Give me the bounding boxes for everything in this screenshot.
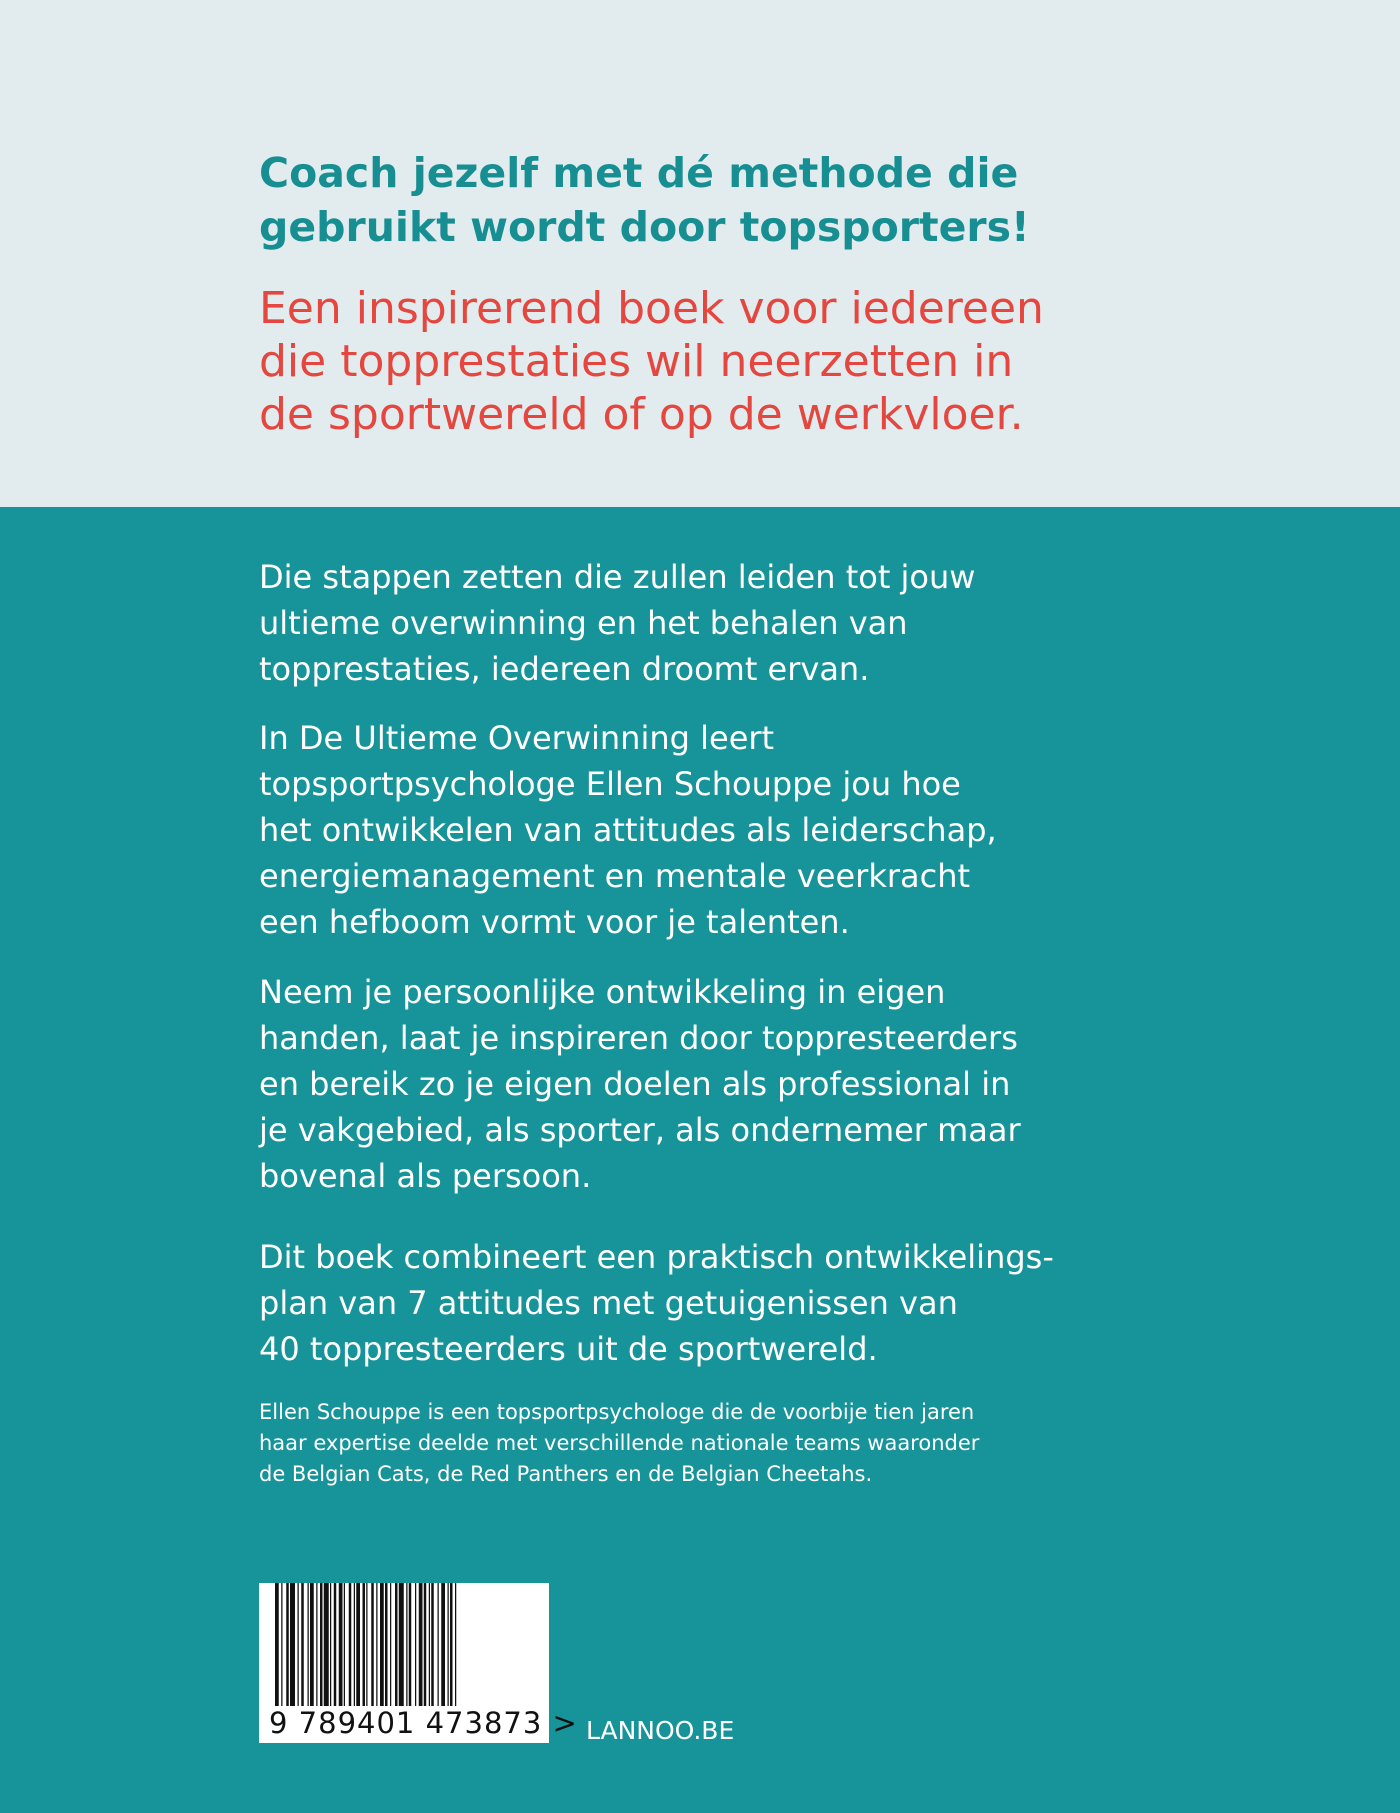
barcode-bar [390, 1583, 391, 1706]
paragraph-line: handen, laat je inspireren door toppresteerders [259, 1019, 1018, 1057]
barcode-bar [354, 1583, 355, 1706]
paragraph-line: energiemanagement en mentale veerkracht [259, 857, 971, 895]
barcode-bar [290, 1583, 295, 1706]
barcode-bar [409, 1583, 412, 1706]
barcode-bar [371, 1583, 374, 1706]
barcode-bar [380, 1583, 384, 1706]
paragraph-line: topsportpsychologe Ellen Schouppe jou hoe [259, 765, 961, 803]
paragraph-line: In De Ultieme Overwinning leert [259, 719, 775, 757]
tagline [259, 282, 1319, 441]
barcode-bar [324, 1583, 329, 1706]
barcode-bar [339, 1583, 343, 1706]
barcode-bar [395, 1583, 398, 1706]
barcode-bar [431, 1583, 434, 1706]
description-paragraph [259, 715, 1359, 945]
isbn-barcode [259, 1583, 578, 1743]
headline-line: Coach jezelf met dé methode die [259, 149, 1019, 197]
barcode-bar [415, 1583, 416, 1706]
paragraph-line: een hefboom vormt voor je talenten. [259, 903, 850, 941]
paragraph-line: 40 toppresteerders uit de sportwereld. [259, 1330, 878, 1368]
barcode-bar [330, 1583, 331, 1706]
barcode-bar [320, 1583, 323, 1706]
author-bio-line: Ellen Schouppe is een topsportpsychologe die de voorbije tien jaren [259, 1400, 975, 1424]
barcode-bar [363, 1583, 366, 1706]
headline-line: gebruikt wordt door topsporters! [259, 203, 1030, 251]
paragraph-line: bovenal als persoon. [259, 1157, 592, 1195]
barcode-bar [419, 1583, 423, 1706]
barcode-bar [301, 1583, 304, 1706]
barcode-bar [438, 1583, 439, 1706]
barcode-bar [450, 1583, 453, 1706]
paragraph-line: Dit boek combineert een praktisch ontwikkelings- [259, 1238, 1054, 1276]
paragraph-line: en bereik zo je eigen doelen als professional in [259, 1065, 1011, 1103]
publisher-website: LANNOO.BE [586, 1716, 735, 1745]
tagline-line: de sportwereld of op de werkvloer. [259, 389, 1024, 440]
author-bio-line: de Belgian Cats, de Red Panthers en de Belgian Cheetahs. [259, 1462, 873, 1486]
barcode-bar [385, 1583, 388, 1706]
barcode-bar [455, 1583, 456, 1706]
barcode-bar [366, 1583, 367, 1706]
tagline-line: die topprestaties wil neerzetten in [259, 336, 1014, 387]
barcode-bar [308, 1583, 309, 1706]
barcode-bar [344, 1583, 345, 1706]
paragraph-line: je vakgebied, als sporter, als ondernemer maar [259, 1111, 1021, 1149]
tagline-line: Een inspirerend boek voor iedereen [259, 283, 1044, 334]
barcode-bar [298, 1583, 299, 1706]
call-to-action-paragraph [259, 969, 1359, 1199]
headline [259, 146, 1319, 254]
paragraph-line: het ontwikkelen van attitudes als leiderschap, [259, 811, 997, 849]
barcode-bar [281, 1583, 282, 1706]
barcode-bar [356, 1583, 360, 1706]
author-bio [259, 1397, 1319, 1490]
paragraph-line: plan van 7 attitudes met getuigenissen van [259, 1284, 958, 1322]
paragraph-line: ultieme overwinning en het behalen van [259, 604, 908, 642]
isbn-number: 9 789401 473873 > [269, 1706, 578, 1740]
paragraph-line: topprestaties, iedereen droomt ervan. [259, 650, 870, 688]
barcode-bar [441, 1583, 445, 1706]
barcode-bar [275, 1583, 279, 1706]
barcode-bar [429, 1583, 430, 1706]
barcode-bar [424, 1583, 427, 1706]
barcode-bar [448, 1583, 449, 1706]
barcode-bar [316, 1583, 317, 1706]
barcode-bar [334, 1583, 337, 1706]
barcode-bar [349, 1583, 352, 1706]
book-summary-paragraph [259, 1234, 1359, 1372]
barcode-bar [376, 1583, 377, 1706]
barcode-bar [399, 1583, 404, 1706]
barcode-bar [406, 1583, 407, 1706]
barcode-bars [269, 1583, 539, 1706]
paragraph-line: Neem je persoonlijke ontwikkeling in eigen [259, 973, 946, 1011]
paragraph-line: Die stappen zetten die zullen leiden tot jouw [259, 558, 976, 596]
barcode-bar [286, 1583, 289, 1706]
author-bio-line: haar expertise deelde met verschillende nationale teams waaronder [259, 1431, 980, 1455]
barcode-bar [310, 1583, 314, 1706]
intro-paragraph [259, 554, 1359, 692]
